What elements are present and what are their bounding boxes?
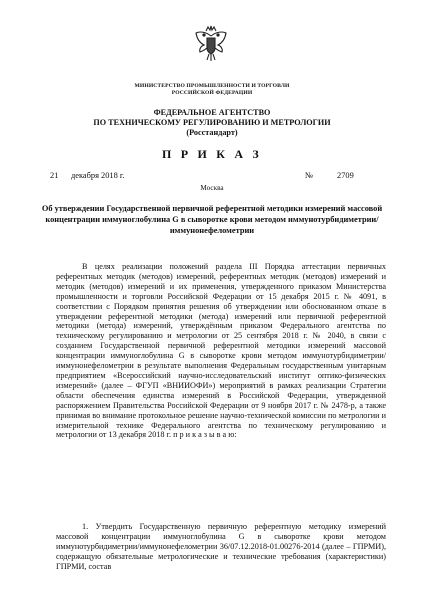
body-paragraph-item-1: 1. Утвердить Государственную первичную референтную методику измерений массовой концентрации иммуноглобулина G в сыворотке крови методом иммунотурбидиметрии/иммунонефелометрии 36/07.12.2018-01.00276-2014 (далее – ГПРМИ), содержащую обязательные метрологические и технические требования (характеристики) ГПРМИ, состав xyxy=(56,522,386,571)
ministry-name: МИНИСТЕРСТВО ПРОМЫШЛЕННОСТИ И ТОРГОВЛИ РОССИЙСКОЙ ФЕДЕРАЦИИ xyxy=(134,83,290,96)
city-name: Москва xyxy=(200,184,224,192)
body-paragraph-preamble: В целях реализации положений раздела III Порядка аттестации первичных референтных методик (методов) измерений, референтных методик (методов) измерений и методик (методов) измерений и их применения, утвержденного приказом Министерства промышленности и торговли Российской Федерации от 15 декабря 2015 г. № 4091, в соответствии с Порядком принятия решения об утверждении или обоснованном отказе в утверждении референтной методики (метода) измерений или первичной референтной методики (метода) измерений, утверждённым приказом Федерального агентства по техническому регулированию и метрологии от 25 сентября 2018 г. № 2040, в связи с созданием Государственной первичной референтной методики измерений массовой концентрации иммуноглобулина G в сыворотке крови методом иммунотурбидиметрии/иммунонефелометрии в результате выполнения Федеральным государственным унитарным предприятием «Всероссийский научно-исследовательский институт оптико-физических измерений» (далее – ФГУП «ВНИИОФИ») мероприятий в рамках реализации Стратегии области обеспечения единства измерений в Российской Федерации, утвержденной распоряжением Правительства Российской Федерации от 9 ноября 2017 г. № 2478-р, а также принимая во внимание протокольное решение научно-технической комиссии по метрологии и измерительной технике Федерального агентства по техническому регулированию и метрологии от 13 декабря 2018 г. п р и к а з ы в а ю: xyxy=(56,262,386,440)
order-month-year: декабря 2018 г. xyxy=(71,171,125,180)
coat-of-arms-emblem xyxy=(193,22,229,64)
order-day: 21 xyxy=(50,171,59,180)
number-sign: № xyxy=(305,171,313,180)
document-type-title: П Р И К А З xyxy=(162,147,262,161)
order-number: 2709 xyxy=(337,171,354,180)
order-subject: Об утверждении Государственной первичной референтной методики измерений массовой концентрации иммуноглобулина G в сыворотке крови методом иммунотурбидиметрии/иммунонефелометрии xyxy=(41,204,383,235)
agency-name: ФЕДЕРАЛЬНОЕ АГЕНТСТВО ПО ТЕХНИЧЕСКОМУ РЕГУЛИРОВАНИЮ И МЕТРОЛОГИИ (Росстандарт) xyxy=(93,108,331,137)
